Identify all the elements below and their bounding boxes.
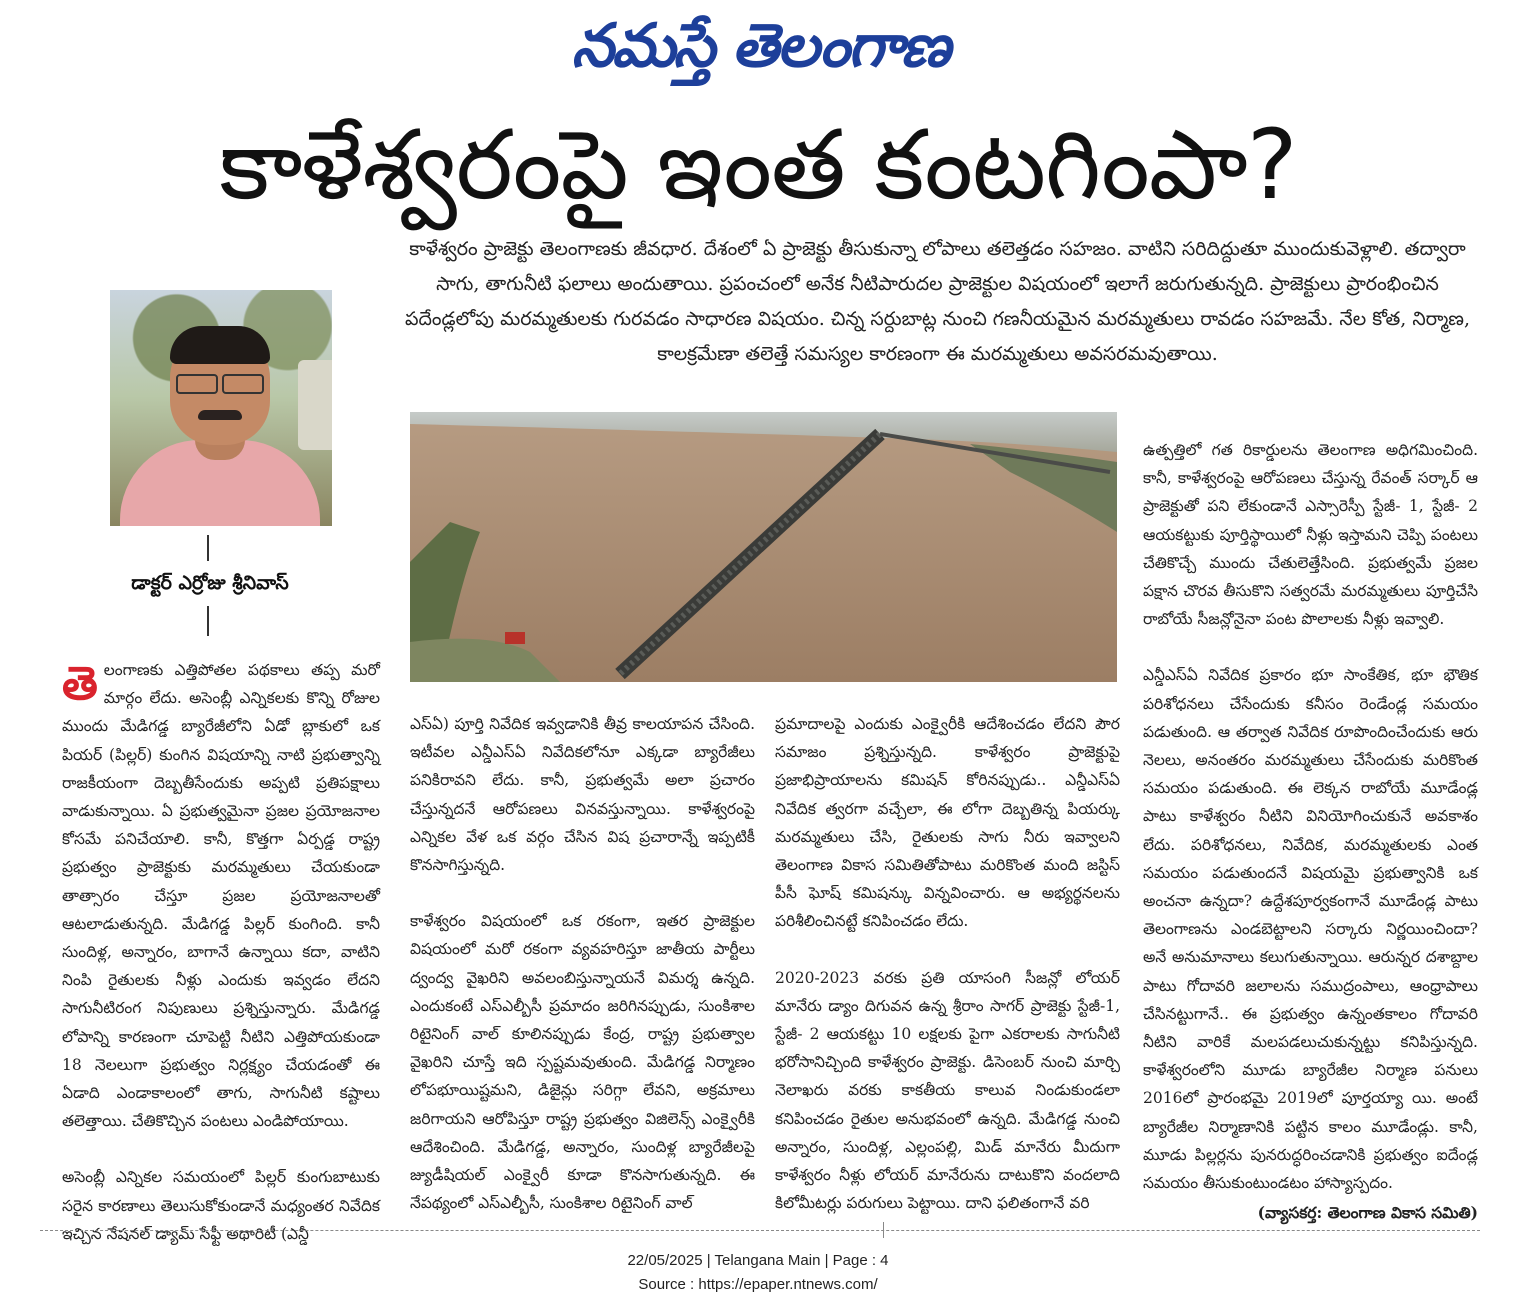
paragraph: ఉత్పత్తిలో గత రికార్డులను తెలంగాణ అధిగమించింది. కానీ, కాళేశ్వరంపై ఆరోపణలు చేస్తున్న రేవంత్ సర్కార్ ఆ ప్రాజెక్టుతో పని లేకుండానే ఎస్సారెస్పీ స్టేజీ- 1, స్టేజీ- 2 ఆయకట్టుకు పూర్తిస్థాయిలో నీళ్లు ఇస్తామని చెప్పి పంటలు చేతికొచ్చే ముందు చేతులెత్తేసింది. ప్రభుత్వమే ప్రజల పక్షాన చొరవ తీసుకొని సత్వరమే మరమ్మతులు పూర్తిచేసి రాబోయే సీజన్లోనైనా పంట పొలాలకు నీళ్లు ఇవ్వాలి. <box>1143 441 1478 629</box>
article-headline: కాళేశ్వరంపై ఇంత కంటగింపా? <box>219 109 1297 221</box>
paragraph: 2020-2023 వరకు ప్రతి యాసంగి సీజన్లో లోయర్ మానేరు డ్యాం దిగువన ఉన్న శ్రీరాం సాగర్ ప్రాజెక్టు స్టేజీ-1, స్టేజీ- 2 ఆయకట్టు 10 లక్షలకు పైగా ఎకరాలకు సాగునీటి భరోసానిచ్చింది కాళేశ్వరం ప్రాజెక్టు. డిసెంబర్ నుంచి మార్చి నెలాఖరు వరకు కాకతీయ కాలువ నిండుకుండలా కనిపించడం రైతుల అనుభవంలో ఉన్నది. మేడిగడ్డ నుంచి అన్నారం, సుందిళ్ల, ఎల్లంపల్లి, మిడ్ మానేరు మీదుగా కాళేశ్వరం నీళ్లు లోయర్ మానేరును దాటుకొని వందలాది కిలోమీటర్లు పరుగులు పెట్టాయి. దాని ఫలితంగానే వరి <box>775 968 1120 1213</box>
author-credit: (వ్యాసకర్త: తెలంగాణ వికాస సమితి) <box>1257 1203 1478 1223</box>
paragraph: ప్రమాదాలపై ఎందుకు ఎంక్వైరీకి ఆదేశించడం లేదని పౌర సమాజం ప్రశ్నిస్తున్నది. కాళేశ్వరం ప్రాజెక్టుపై ప్రజాభిప్రాయాలను కమిషన్ కోరినప్పుడు.. ఎన్డీఎస్ఏ నివేదిక త్వరగా వచ్చేలా, ఈ లోగా దెబ్బతిన్న పియర్కు మరమ్మతులు చేసి, రైతులకు సాగు నీరు ఇవ్వాలని తెలంగాణ వికాస సమితితోపాటు మరికొంత మంది జస్టిస్ పీసీ ఘోష్ కమిషన్కు విన్నవించారు. ఆ అభ్యర్థనలను పరిశీలించినట్టే కనిపించడం లేదు. <box>775 715 1120 931</box>
author-photo <box>110 290 332 526</box>
footer-source: Source : https://epaper.ntnews.com/ <box>638 1276 878 1293</box>
paragraph: ఎస్ఏ) పూర్తి నివేదిక ఇవ్వడానికి తీవ్ర కాలయాపన చేసింది. ఇటీవల ఎన్డీఎస్ఏ నివేదికలోనూ ఎక్కడా బ్యారేజీలు పనికిరావని లేదు. కానీ, ప్రభుత్వమే అలా ప్రచారం చేస్తున్నదనే ఆరోపణలు వినవస్తున్నాయి. కాళేశ్వరంపై ఎన్నికల వేళ ఒక వర్గం చేసిన విష ప్రచారాన్నే ఇప్పటికీ కొనసాగిస్తున్నది. <box>410 715 755 875</box>
article-subhead: కాళేశ్వరం ప్రాజెక్టు తెలంగాణకు జీవధార. దేశంలో ఏ ప్రాజెక్టు తీసుకున్నా లోపాలు తలెత్తడం సహజం. వాటిని సరిదిద్దుతూ ముందుకువెళ్లాలి. తద్వారా సాగు, తాగునీటి ఫలాలు అందుతాయి. ప్రపంచంలో అనేక నీటిపారుదల ప్రాజెక్టుల విషయంలో ఇలాగే జరుగుతున్నది. ప్రాజెక్టులు ప్రారంభించిన పదేండ్లలోపు మరమ్మతులకు గురవడం సాధారణ విషయం. చిన్న సర్దుబాట్ల నుంచి గణనీయమైన మరమ్మతులు రావడం సహజమే. నేల కోత, నిర్మాణ, కాలక్రమేణా తలెత్తే సమస్యల కారణంగా ఈ మరమ్మతులు అవసరమవుతాయి. <box>404 238 1471 365</box>
paragraph: లంగాణకు ఎత్తిపోతల పథకాలు తప్ప మరో మార్గం లేదు. అసెంబ్లీ ఎన్నికలకు కొన్ని రోజుల ముందు మేడిగడ్డ బ్యారేజీలోని ఏడో బ్లాకులో ఒక పియర్ (పిల్లర్) కుంగిన విషయాన్ని నాటి ప్రభుత్వాన్ని రాజకీయంగా దెబ్బతీసేందుకు అప్పటి ప్రతిపక్షాలు వాడుకున్నాయి. ఏ ప్రభుత్వమైనా ప్రజల ప్రయోజనాల కోసమే పనిచేయాలి. కానీ, కొత్తగా ఏర్పడ్డ రాష్ట్ర ప్రభుత్వం ప్రాజెక్టుకు మరమ్మతులు చేయకుండా తాత్సారం చేస్తూ ప్రజల ప్రయోజనాలతో ఆటలాడుతున్నది. మేడిగడ్డ పిల్లర్ కుంగింది. కానీ సుందిళ్ల, అన్నారం, బాగానే ఉన్నాయి కదా, వాటిని నింపి రైతులకు నీళ్లు ఎందుకు ఇవ్వడం లేదని సాగునీటిరంగ నిపుణులు ప్రశ్నిస్తున్నారు. మేడిగడ్డ లోపాన్ని కారణంగా చూపెట్టి నీటిని ఎత్తిపోయకుండా 18 నెలలుగా ప్రభుత్వం నిర్లక్ష్యం చేయడంతో ఈ ఏడాది ఎండాకాలంలో తాగు, సాగునీటి కష్టాలు తలెత్తాయి. చేతికొచ్చిన పంటలు ఎండిపోయాయి. <box>62 661 380 1131</box>
author-byline: డాక్టర్ ఎర్రోజు శ్రీనివాస్ <box>131 572 289 594</box>
barrage-photo <box>410 412 1117 682</box>
article-column-4 <box>1143 436 1478 1227</box>
paragraph: ఎన్డీఎస్ఏ నివేదిక ప్రకారం భూ సాంకేతిక, భూ భౌతిక పరిశోధనలు చేసేందుకు కనీసం రెండేండ్ల సమయం పడుతుంది. ఆ తర్వాత నివేదిక రూపొందించేందుకు ఆరు నెలలు, అనంతరం మరమ్మతులు చేసేందుకు మరికొంత సమయం పడుతుంది. ఈ లెక్కన రాబోయే మూడేండ్ల పాటు కాళేశ్వరం నీటిని వినియోగించుకునే అవకాశం లేదు. పరిశోధనలు, నివేదిక, మరమ్మతులకు ఎంత సమయం పడుతుందనే విషయమై ప్రభుత్వానికి ఒక అంచనా ఉన్నదా? ఉద్దేశపూర్వకంగానే మూడేండ్ల పాటు తెలంగాణను ఎండబెట్టాలని సర్కారు నిర్ణయించిందా? అనే అనుమానాలు కలుగుతున్నాయి. ఆరున్నర దశాబ్దాల పాటు గోదావరి జలాలను సముద్రంపాలు, ఆంధ్రాపాలు చేసినట్టుగానే.. ఈ ప్రభుత్వం ఉన్నంతకాలం గోదావరి నీటిని వారికే మలపడలుచుకున్నట్టు కనిపిస్తున్నది. కాళేశ్వరంలోని మూడు బ్యారేజీల నిర్మాణ పనులు 2016లో ప్రారంభమై 2019లో పూర్తయ్యా యి. అంటే బ్యారేజీల నిర్మాణానికి పట్టిన కాలం మూడేండ్లు. కానీ, మూడు పిల్లర్లను పునరుద్ధరించడానికి ప్రభుత్వం ఐదేండ్ల సమయం తీసుకుంటుండటం హాస్యాస్పదం. <box>1143 666 1478 1193</box>
paragraph: కాళేశ్వరం విషయంలో ఒక రకంగా, ఇతర ప్రాజెక్టుల విషయంలో మరో రకంగా వ్యవహరిస్తూ జాతీయ పార్టీలు ద్వంద్వ వైఖరిని అవలంబిస్తున్నాయనే విమర్శ ఉన్నది. ఎందుకంటే ఎస్ఎల్బీసీ ప్రమాదం జరిగినప్పుడు, సుంకిశాల రిటైనింగ్ వాల్ కూలినప్పుడు కేంద్ర, రాష్ట్ర ప్రభుత్వాల వైఖరిని చూస్తే ఇది స్పష్టమవుతుంది. మేడిగడ్డ నిర్మాణం లోపభూయిష్టమని, డిజైన్లు సరిగ్గా లేవని, అక్రమాలు జరిగాయని ఆరోపిస్తూ రాష్ట్ర ప్రభుత్వం విజిలెన్స్ ఎంక్వైరీకి ఆదేశించింది. మేడిగడ్డ, అన్నారం, సుందిళ్ల బ్యారేజీలపై జ్యుడీషియల్ ఎంక్వైరీ కూడా కొనసాగుతున్నది. ఈ నేపథ్యంలో ఎస్ఎల్బీసీ, సుంకిశాల రిటైనింగ్ వాల్ <box>410 912 755 1213</box>
masthead-logo: నమస్తే తెలంగాణ <box>571 11 949 81</box>
byline-divider-bottom <box>207 606 209 636</box>
article-column-2 <box>410 710 755 1217</box>
article-column-1 <box>62 656 380 1248</box>
paragraph: అసెంబ్లీ ఎన్నికల సమయంలో పిల్లర్ కుంగుబాటుకు సరైన కారణాలు తెలుసుకోకుండానే మధ్యంతర నివేదిక ఇచ్చిన నేషనల్ డ్యామ్ సేఫ్టీ అథారిటీ (ఎన్డీ <box>62 1168 380 1243</box>
footer-date-page: 22/05/2025 | Telangana Main | Page : 4 <box>627 1252 889 1269</box>
byline-divider-top <box>207 535 209 561</box>
dropcap: తె <box>62 656 98 710</box>
article-column-3 <box>775 710 1120 1217</box>
page-divider <box>40 1230 1480 1231</box>
page-divider-tick <box>883 1222 884 1238</box>
